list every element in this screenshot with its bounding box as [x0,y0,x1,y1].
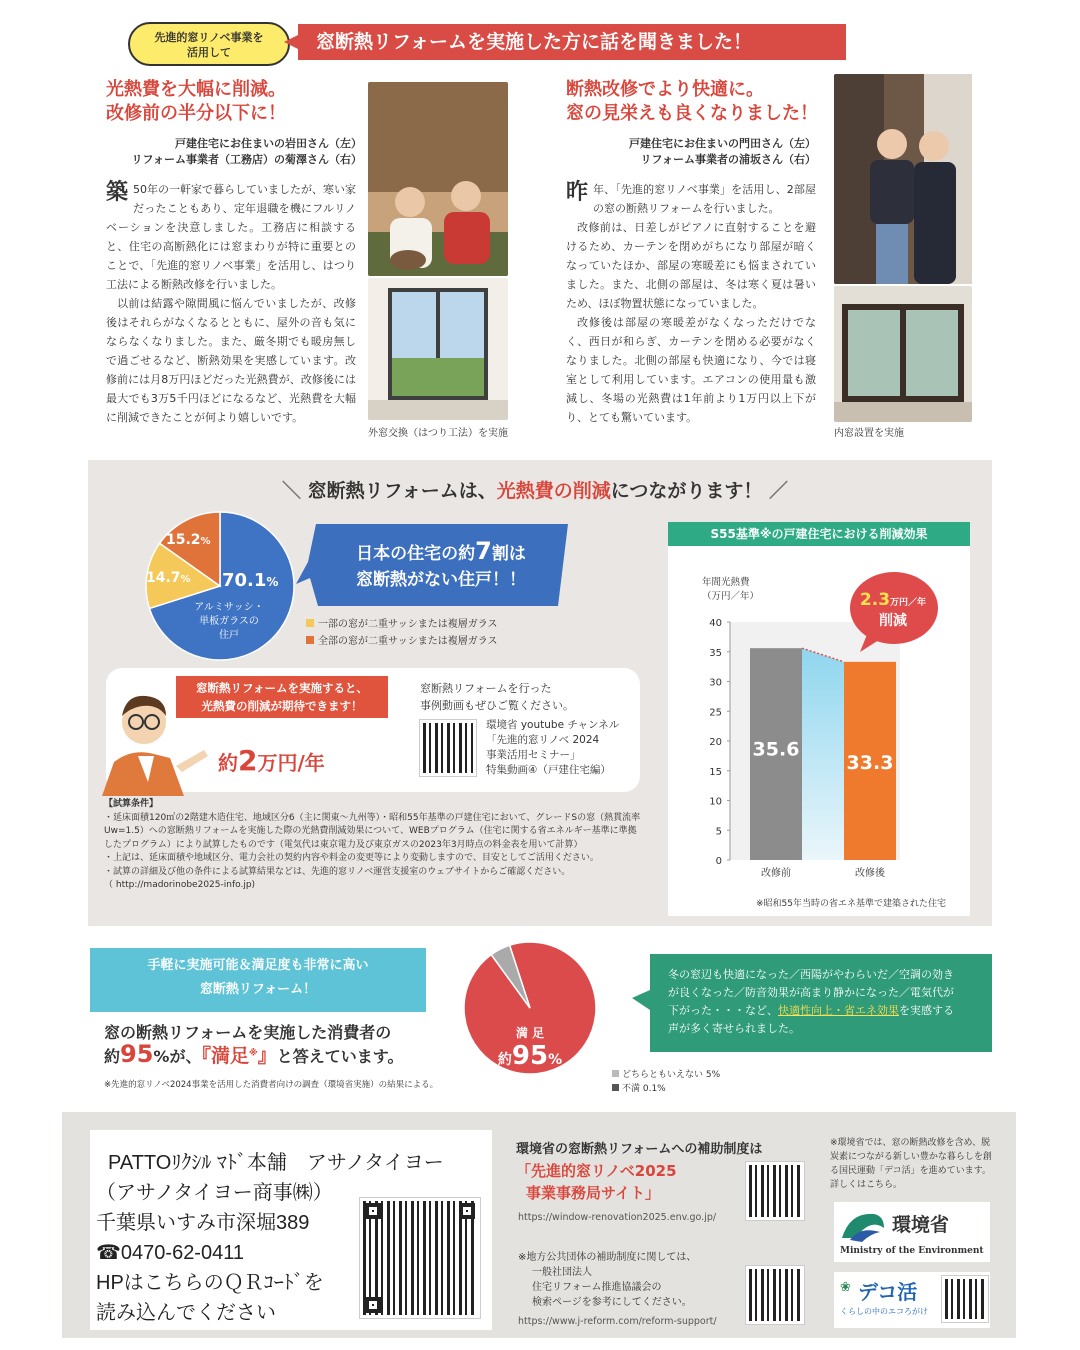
subsidy-url[interactable]: https://window-renovation2025.env.go.jp/ [518,1212,717,1223]
youtube-channel-info: 環境省 youtube チャンネル 「先進的窓リノベ 2024 事業活用セミナー」 特集動画④（戸建住宅編） [486,719,620,776]
y-tick-label: 20 [709,737,722,748]
satisfaction-banner-text: 手軽に実施可能＆満足度も非常に高い 窓断熱リフォーム！ [147,958,369,997]
program-badge: 先進的窓リノベ事業を 活用して [128,22,290,66]
satisfaction-legend: どちらともいえない 5% 不満 0.1% [612,1068,720,1096]
bar-value-label: 33.3 [846,751,894,774]
local-subsidy-info: ※地方公共団体の補助制度に関しては、 一般社団法人 住宅リフォーム推進協議会の 検索ページを参考にしてください。 [518,1252,697,1308]
right-article: 昨年、「先進的窓リノベ事業」を活用し、2部屋の窓の断熱リフォームを行いました。 改修前は、日差しがピアノに直射することを避けるため、カーテンを閉めがちになり部屋が暗くなっていたほか、部屋の寒暖差にも悩まされていました。また、北側の部屋は、冬は寒く夏は暑いため、ほぼ物置状態になっていました。 改修後は部屋の寒暖差がなくなっただけでなく、西日が和らぎ、カーテンを閉める必要がなくなりました。北側の部屋も快適になり、今では寝室として利用しています。エアコンの使用量も激減し、冬場の光熱費は1年前より1万円以上下がり、とても驚いています。 [566,180,816,424]
customer-voices: 冬の窓辺も快適になった／西陽がやわらいだ／空調の効きが良くなった／防音効果が高まり静かになった／電気代が下がった・・・など、快適性向上・省エネ効果を実感する声が多く寄せられました。 [668,968,954,1035]
satisfaction-stat: 約95%が、『満足※』と答えています。 [104,1040,404,1068]
y-tick-label: 0 [715,856,722,867]
right-photo-caption: 内窓設置を実施 [834,428,904,439]
right-interviewees: 戸建住宅にお住まいの門田さん（左） リフォーム事業者の浦坂さん（右） [629,137,816,166]
right-portrait-photo [834,74,972,284]
chart-y-label: 年間光熱費 （万円／年） [702,577,760,602]
reduction-connector [802,648,844,860]
subsidy-qr-code[interactable] [746,1162,804,1220]
x-category-label: 改修前 [761,868,791,879]
left-portrait-photo [368,82,508,276]
y-tick-label: 35 [709,647,722,659]
moe-emblem-icon [840,1208,886,1242]
left-photo-caption: 外窓交換（はつり工法）を実施 [368,428,508,439]
pie1-label-partial: 14.7% [146,570,191,586]
pie1-caption: アルミサッシ・ 単板ガラスの 住戸 [194,602,264,641]
left-article: 築 50年の一軒家で暮らしていましたが、寒い家だったこともあり、定年退職を機にフルリノベーションを決意しました。工務店に相談すると、住宅の高断熱化には窓まわりが特に重要とのことで、「先進的窓リノベ事業」を活用し、はつり工法による断熱改修を行いました。 以前は結露や隙間風に悩んでいましたが、改修後はそれらがなくなるとともに、屋外の音も気にならなくなりました。また、厳冬期でも暖房無しで過ごせるなど、断熱効果を実感しています。改修前には月8万円ほどだった光熱費が、改修後には最大でも3万5千円ほどになるなど、光熱費を大幅に削減できたことが何より嬉しいです。 [106,180,357,424]
page-title: 窓断熱リフォームを実施した方に話を聞きました！ [298,24,846,60]
decokatsu-note: ※環境省では、窓の断熱改修を含め、脱炭素につながる新しい豊かな暮らしを創る国民運動「デコ活」を進めています。詳しくはこちら。 [830,1138,992,1190]
bar-value-label: 35.6 [752,738,800,761]
y-tick-label: 25 [709,707,722,719]
y-tick-label: 5 [715,826,722,838]
x-category-label: 改修後 [855,868,885,879]
shop-info: PATTOﾘｸｼﾙ ﾏﾄﾞ本舗 アサノタイヨー （アサノタイヨー商事㈱） 千葉県いすみ市深堀389 ☎0470-62-0411 HPはこちらのＱＲｺｰﾄﾞを 読み込んでください [96,1152,444,1324]
chart-footnote: ※昭和55年当時の省エネ基準で建築された住宅 [756,899,946,909]
savings-title: ＼ 窓断熱リフォームは、光熱費の削減につながります！ ／ [282,480,788,502]
left-headline: 光熱費を大幅に削減。 改修前の半分以下に！ [106,79,286,124]
chart-title: S55基準※の戸建住宅における削減効果 [668,522,970,546]
calculation-conditions: 【試算条件】 ・延床面積120㎡の2階建木造住宅、地域区分6（主に関東～九州等）・昭和55年基準の戸建住宅において、グレードSの窓（熱貫流率Uw=1.5）への窓断熱リフォームを実施した際の光熱費削減効果について、WEBプログラム（住宅に関する省エネルギー基準に準拠したプログラム）により試算したものです（電気代は東京電力及び東京ガスの2023年3月時点の料金表を用いて計算） ・上記は、延床面積や地域区分、電力会社の契約内容や料金の変更等により変動しますので、目安としてご活用ください。 ・試算の詳細及び他の条件による試算結果などは、先進的窓リノベ運営支援室のウェブサイトからご確認ください。 （ http://madorinobe2025-info.jp) [104,799,641,890]
satisfaction-note: ※先進的窓リノベ2024事業を活用した消費者向けの調査（環境省実施）の結果による。 [104,1080,439,1090]
shop-qr-code[interactable] [360,1198,480,1318]
y-tick-label: 10 [709,796,722,808]
decokatsu-qr-code[interactable] [942,1276,988,1322]
satisfaction-pie-text: 満 足 約95% [497,1026,563,1071]
reform-url[interactable]: https://www.j-reform.com/reform-support/ [518,1316,717,1327]
pie1-label-full: 15.2% [166,532,211,548]
subsidy-title: 環境省の窓断熱リフォームへの補助制度は [516,1142,763,1157]
y-tick-label: 40 [709,618,722,629]
youtube-qr-code[interactable] [420,720,476,776]
y-tick-label: 30 [709,677,722,689]
expectation-banner: 窓断熱リフォームを実施すると、 光熱費の削減が期待できます！ [176,676,388,718]
right-window-photo [834,286,972,422]
reduction-badge-text: 2.3万円／年 削減 [859,590,927,629]
moe-logo[interactable]: 環境省 Ministry of the Environment [834,1202,990,1262]
expected-saving: 約2万円/年 [218,744,325,777]
left-window-photo [368,278,508,420]
video-intro: 窓断熱リフォームを行った 事例動画もぜひご覧ください。 [420,682,574,712]
pie1-legend: 一部の窓が二重サッシまたは複層ガラス 全部の窓が二重サッシまたは複層ガラス [306,616,498,650]
housing-fact-text: 日本の住宅の約7割は 窓断熱がない住戸！！ [356,537,526,590]
subsidy-site-link[interactable]: 「先進的窓リノベ2025 事業事務局サイト」 [516,1162,677,1202]
right-headline: 断熱改修でより快適に。 窓の見栄えも良くなりました！ [566,79,818,124]
reform-qr-code[interactable] [746,1266,804,1324]
y-tick-label: 15 [709,766,722,778]
pie1-label-main: 70.1% [222,570,279,591]
decokatsu-logo[interactable]: ❀ デコ活 くらしの中のエコろがけ [834,1272,990,1328]
satisfaction-lead: 窓の断熱リフォームを実施した消費者の [104,1023,392,1042]
left-interviewees: 戸建住宅にお住まいの岩田さん（左） リフォーム事業者（工務店）の菊澤さん（右） [131,137,362,166]
leaf-icon: ❀ [840,1280,851,1295]
